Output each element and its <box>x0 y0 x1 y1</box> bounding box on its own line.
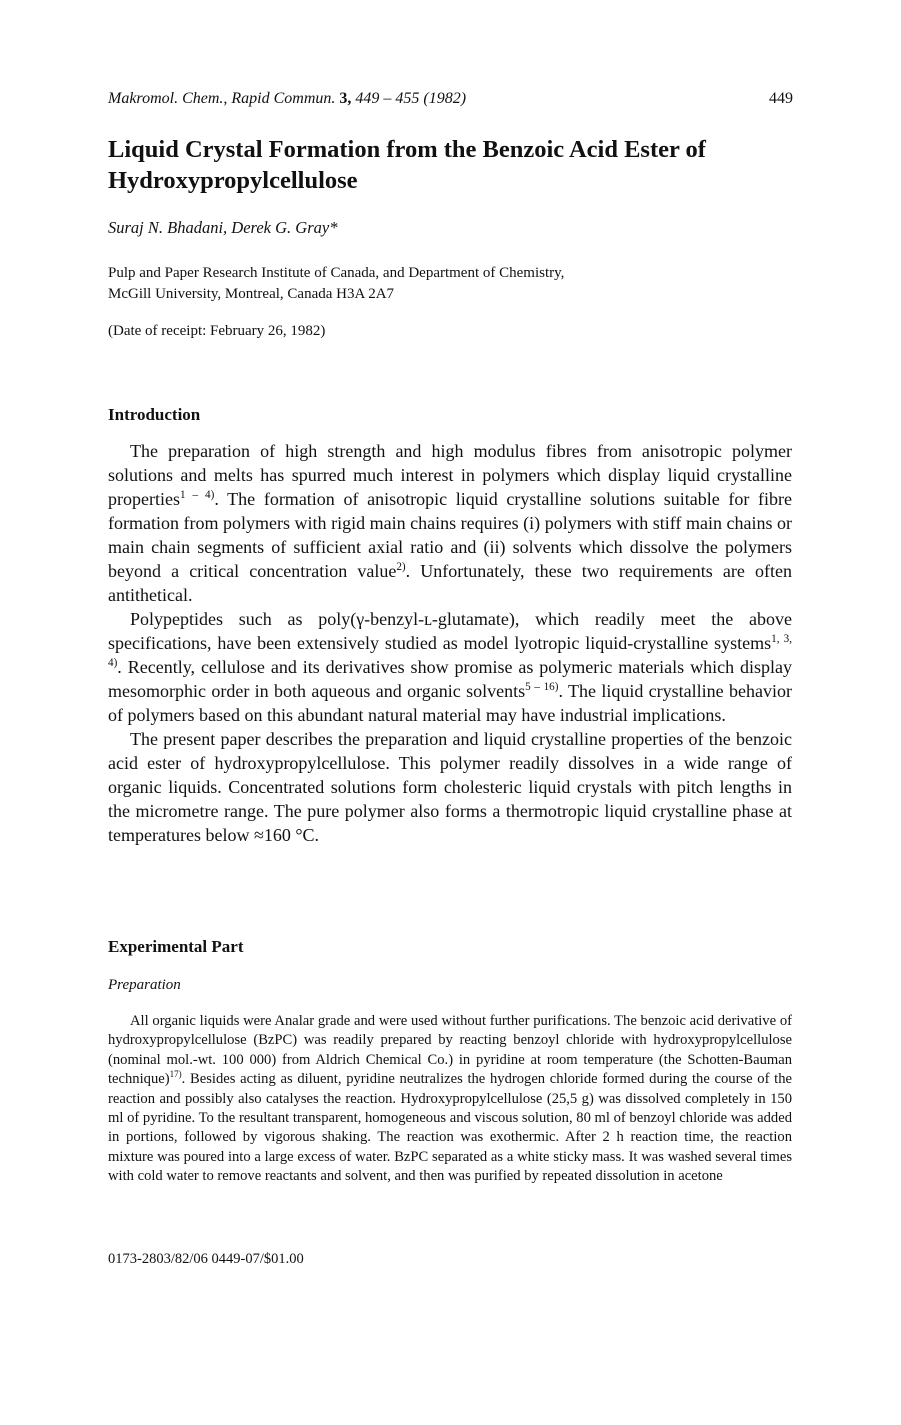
journal-pages: 449 – 455 (1982) <box>355 90 467 107</box>
copyright-code: 0173-2803/82/06 0449-07/$01.00 <box>108 1251 304 1267</box>
authors: Suraj N. Bhadani, Derek G. Gray* <box>108 218 338 237</box>
paper-title: Liquid Crystal Formation from the Benzoic Acid Ester of Hydroxypropylcellulose <box>108 136 706 194</box>
citation: 17) <box>169 1069 182 1080</box>
citation: 2) <box>396 561 406 573</box>
affiliation-line-2: McGill University, Montreal, Canada H3A 2A7 <box>108 286 395 302</box>
citation: 5 – 16) <box>525 681 559 693</box>
affiliation <box>108 263 798 305</box>
introduction-body <box>108 439 792 847</box>
citation: 1 – 4) <box>179 489 215 501</box>
subsection-heading-preparation: Preparation <box>108 977 181 993</box>
journal-volume: 3, <box>339 90 352 107</box>
page-number: 449 <box>769 90 793 107</box>
section-heading-introduction: Introduction <box>108 405 201 424</box>
journal-name: Makromol. Chem., Rapid Commun. <box>108 90 336 107</box>
intro-paragraph-1: The preparation of high strength and high modulus fibres from anisotropic polymer solutions and melts has spurred much interest in polymers which display liquid crystalline properties$^{1 - 4)}$. The formation of anisotropic liquid crystalline solutions suitable for fibre formation from polymers with rigid main chains requires (i) polymers with stiff main chains or main chain segments of sufficient axial ratio and (ii) solvents which dissolve the polymers beyond a critical concentration value$^{2)}$. Unfortunately, these two requirements are often antithetical. <box>108 441 792 605</box>
receipt-date: (Date of receipt: February 26, 1982) <box>108 323 326 339</box>
intro-paragraph-3: The present paper describes the preparation and liquid crystalline properties of the benzoic acid ester of hydroxypropylcellulose. This polymer readily dissolves in a wide range of organic liquids. Concentrated solutions form cholesteric liquid crystals with pitch lengths in the micrometre range. The pure polymer also forms a thermotropic liquid crystalline phase at temperatures below ≈160 °C. <box>108 729 792 845</box>
preparation-paragraph: All organic liquids were Analar grade and were used without further purifications. The benzoic acid derivative of hydroxypropylcellulose (BzPC) was readily prepared by reacting benzoyl chloride with hydroxypropylcellulose (nominal mol.-wt. 100 000) from Aldrich Chemical Co.) in pyridine at room temperature (the Schotten-Bauman technique)$^{17)}$. Besides acting as diluent, pyridine neutralizes the hydrogen chloride formed during the course of the reaction and possibly also catalyses the reaction. Hydroxypropylcellulose (25,5 g) was dissolved completely in 150 ml of pyridine. To the resultant transparent, homogeneous and viscous solution, 80 ml of benzoyl chloride was added in portions, followed by vigorous shaking. The reaction was exothermic. After 2 h reaction time, the reaction mixture was poured into a large excess of water. BzPC separated as a white sticky mass. It was washed several times with cold water to remove reactants and solvent, and then was purified by repeated dissolution in acetone <box>108 1013 792 1185</box>
intro-paragraph-2: Polypeptides such as poly(γ-benzyl-ʟ-glutamate), which readily meet the above specifications, have been extensively studied as model lyotropic liquid-crystalline systems$^{1, 3, 4)}$. Recently, cellulose and its derivatives show promise as polymeric materials which display mesomorphic order in both aqueous and organic solvents$^{5 - 16)}$. The liquid crystalline behavior of polymers based on this abundant natural material may have industrial implications. <box>108 609 792 725</box>
section-heading-experimental: Experimental Part <box>108 937 244 956</box>
affiliation-line-1: Pulp and Paper Research Institute of Canada, and Department of Chemistry, <box>108 265 565 281</box>
running-header <box>108 90 793 108</box>
citation: 1, 3, 4) <box>108 633 792 669</box>
